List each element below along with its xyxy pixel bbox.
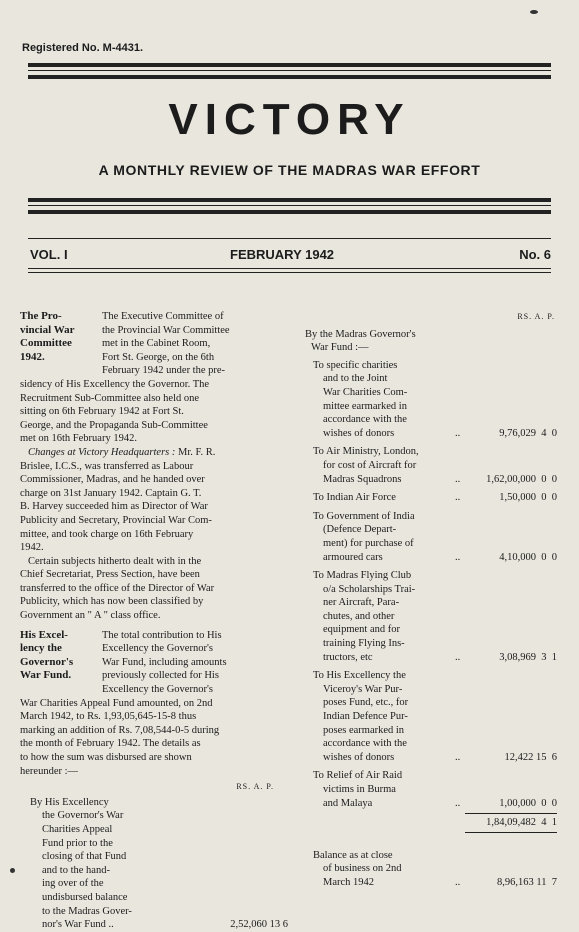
text-line: wishes of donors [323,751,395,763]
side-heading-line: War Fund. [20,669,72,682]
amount-header: RS. A. P. [236,782,274,792]
text-line: To Government of India [313,510,415,522]
text-line: To Air Ministry, London, [313,446,419,458]
side-heading-line: Committee [20,337,72,350]
text-line: the Governor's War [42,810,124,822]
header-rule-mid-2 [28,210,551,214]
section-provincial-war-committee-side-heading [20,310,96,364]
left-column [20,310,288,932]
section-provincial-war-committee-body [102,310,288,378]
text-line: Chief Secretariat, Press Section, have been [20,569,200,581]
leader-dots: .. [455,797,461,809]
subtotal-rule [465,813,557,814]
page-blemish [10,868,15,873]
text-line: Charities Appeal [42,823,113,835]
section-governors-war-fund-side-heading [20,629,96,683]
fund-entry-3 [305,491,557,505]
section-governors-war-fund-continued [20,697,288,779]
text-line: wishes of donors [323,427,395,439]
entry-amount: 2,52,060 13 6 [230,919,288,931]
text-line: Publicity, which has now been classified by [20,596,204,608]
leader-dots: .. [455,751,461,763]
side-heading-line: Governor's [20,655,74,668]
text-line: Viceroy's War Pur- [323,683,403,695]
entry-amount: 1,62,00,000 0 0 [486,473,557,485]
text-line: to the Madras Gover- [42,905,132,917]
text-line: of business on 2nd [323,863,402,875]
text-line: charge on 31st January 1942. Captain G. T. [20,487,202,499]
text-line: equipment and for [323,624,400,636]
text-line: Indian Defence Pur- [323,711,408,723]
text-line: sidency of His Excellency the Governor. The [20,378,210,390]
text-line: mittee earmarked in [323,400,407,412]
text-line: accordance with the [323,738,407,750]
leader-dots: .. [455,473,461,485]
text-line: accordance with the [323,414,407,426]
side-heading-line: The Pro- [20,310,62,322]
magazine-subtitle: A MONTHLY REVIEW OF THE MADRAS WAR EFFORT [98,162,481,178]
text-line: To His Excellency the [313,670,406,682]
issue-date: FEBRUARY 1942 [230,247,335,262]
headquarters-lead: Changes at Victory Headquarters : [28,446,176,458]
amount-header: RS. A. P. [517,312,555,321]
issue-rule-top [28,238,551,239]
text-line: the month of February 1942. The details as [20,738,201,750]
fund-entry-5 [305,569,557,664]
section-subjects-transferred [20,555,288,623]
text-line: To Indian Air Force [313,492,396,504]
issue-rule-bottom [28,268,551,269]
fund-entry-governors-charities [20,796,288,932]
text-line: Recruitment Sub-Committee also held one [20,392,200,404]
leader-dots: .. [455,551,461,563]
text-line: closing of that Fund [42,851,127,863]
text-line: The total contribution to His [102,629,222,641]
text-line: met on 16th February 1942. [20,433,137,445]
text-line: nor's War Fund .. [42,919,114,931]
fund-entry-2 [305,445,557,486]
text-line: victims in Burma [323,784,396,795]
text-line: Fort St. George, on the 6th [102,351,215,363]
header-rule-top-thin [28,70,551,71]
text-line: War Fund :— [311,342,369,354]
text-line: War Charities Com- [323,386,408,398]
header-rule-mid [28,198,551,202]
text-line: ment) for purchase of [323,537,414,549]
registration-number: Registered No. M-4431. [22,42,144,54]
text-line: (Defence Depart- [323,524,397,536]
section-governors-war-fund [20,629,288,779]
leader-dots: .. [455,651,461,663]
header-rule-top [28,63,551,67]
issue-rule-bottom-2 [28,272,551,273]
text-line: previously collected for His [102,670,219,682]
text-line: the Provincial War Committee [102,324,230,336]
magazine-title: VICTORY [168,95,411,144]
section-provincial-war-committee [20,310,288,446]
issue-line [30,247,551,265]
section-headquarters-changes [20,446,288,555]
page-blemish [530,10,538,14]
text-line: poses earmarked in [323,724,405,736]
text-line: and to the Joint [323,373,388,385]
text-line: armoured cars [323,551,383,563]
text-line: chutes, and other [323,610,395,622]
text-line: 1942. [20,542,44,554]
text-line: Changes at Victory Headquarters : Mr. F. R. [28,446,216,458]
text-line: Commissioner, Madras, and he handed over [20,474,205,486]
text-line: By the Madras Governor's [305,328,416,340]
text-line: Excellency the Governor's [102,684,213,696]
text-line: o/a Scholarships Trai- [323,583,416,595]
issue-number: No. 6 [519,247,551,262]
fund-intro [305,328,557,355]
text-line: hereunder :— [20,765,79,777]
text-line: Publicity and Secretary, Provincial War Com- [20,514,212,526]
text-line: Madras Squadrons [323,473,402,485]
text-line: marking an addition of Rs. 7,08,544-0-5 during [20,724,220,736]
side-heading-line: 1942. [20,350,45,363]
leader-dots: .. [455,427,461,439]
leader-dots: .. [455,492,461,504]
entry-amount: 8,96,163 11 7 [497,876,557,888]
header-rule-mid-thin [28,205,551,206]
text-line: Fund prior to the [42,837,113,849]
subtotal-amount: 1,84,09,482 4 1 [486,817,557,829]
text-line: March 1942, to Rs. 1,93,05,645-15-8 thus [20,711,197,723]
side-heading-line: lency the [20,642,62,655]
text-line: By His Excellency [30,796,109,808]
fund-entry-7 [305,769,557,810]
text-line: George, and the Propaganda Sub-Committee [20,419,208,431]
text-line: Certain subjects hitherto dealt with in the [28,555,202,567]
section-governors-war-fund-body [102,629,288,697]
text-line: transferred to the office of the Director of War [20,582,215,594]
entry-amount: 4,10,000 0 0 [499,551,557,563]
entry-amount: 9,76,029 4 0 [499,427,557,439]
text-line: training Flying Ins- [323,638,405,650]
fund-entry-4 [305,510,557,564]
text-line: To specific charities [313,359,398,371]
text-line: February 1942 under the pre- [102,365,226,377]
text-line: sitting on 6th February 1942 at Fort St. [20,406,184,418]
text-line: undisbursed balance [42,891,128,903]
text-line: Excellency the Governor's [102,643,213,655]
text-line: Brislee, I.C.S., was transferred as Labour [20,460,194,472]
header-rule-top-2 [28,75,551,79]
entry-amount: 12,422 15 6 [504,751,557,763]
text-line: to how the sum was disbursed are shown [20,752,192,763]
text-line: met in the Cabinet Room, [102,338,211,350]
text-line: War Charities Appeal Fund amounted, on 2nd [20,697,213,709]
right-column [305,310,557,888]
entry-amount: 1,00,000 0 0 [499,797,557,809]
text-line: mittee, and took charge on 16th February [20,528,194,540]
text-line: ing over of the [42,878,104,890]
subtotal-rule-bottom [465,832,557,833]
text-line: ner Aircraft, Para- [323,597,400,609]
text-line: for cost of Aircraft for [323,459,417,471]
leader-dots: .. [455,876,461,888]
text-line: and Malaya [323,797,373,809]
fund-entry-1 [305,359,557,441]
section-provincial-war-committee-continued [20,378,288,446]
text-line: The Executive Committee of [102,311,224,322]
text-line: Balance as at close [313,849,393,861]
text-line: War Fund, including amounts [102,656,227,668]
fund-entry-6 [305,669,557,764]
text-line: B. Harvey succeeded him as Director of War [20,501,208,513]
volume-number: VOL. I [30,247,68,262]
text-line: To Relief of Air Raid [313,770,403,782]
text-line: Government an " A " class office. [20,610,161,622]
text-line: March 1942 [323,876,375,888]
entry-amount: 3,08,969 3 1 [499,651,557,663]
text-line: poses Fund, etc., for [323,697,409,709]
entry-amount: 1,50,000 0 0 [499,492,557,504]
text-line: To Madras Flying Club [313,570,412,582]
side-heading-line: vincial War [20,323,75,336]
text-line: and to the hand- [42,864,110,876]
side-heading-line: His Excel- [20,628,68,641]
balance-entry [305,849,557,890]
text-line: tructors, etc [323,651,373,663]
